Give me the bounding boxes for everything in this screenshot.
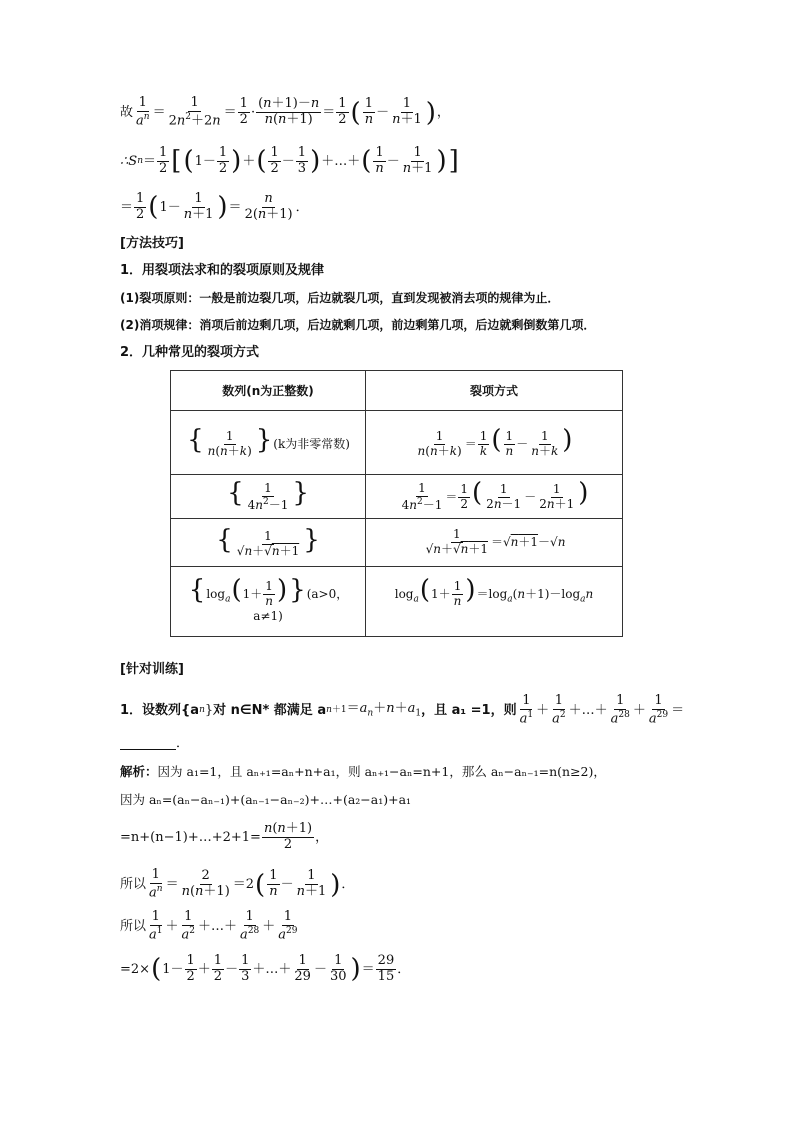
derivation-prefix: 故 (120, 104, 134, 120)
table-header-row (171, 371, 623, 411)
table-row (171, 519, 623, 567)
solution-line-2: 因为 aₙ=(aₙ−aₙ₋₁)+(aₙ₋₁−aₙ₋₂)+…+(a₂−a₁)+a₁ (120, 792, 412, 807)
method-item1-b: (2)消项规律：消项后前边剩几项，后边就剩几项，前边剩第几项，后边就剩倒数第几项． (120, 318, 596, 332)
fraction: $\frac{1}{2}$ (270, 145, 279, 176)
therefore-sum-label: ∴S (120, 153, 138, 169)
fraction: $\frac{1}{3}$ (297, 145, 307, 176)
fraction: $\frac{1}{n}$ (375, 145, 384, 176)
solution-line-1: 解析： 因为 a₁=1，且 aₙ₊₁=aₙ+n+a₁，则 aₙ₊₁−aₙ=n+1，那么 aₙ−aₙ₋₁=n(n≥2)， (120, 764, 606, 779)
question-1: 1．设数列{a n } 对 n∈N* 都满足 a n ＋1 $=a_n+n+a_1$ ，且 a₁ =1，则 $\frac{1}{a^1}$ ＋ $\frac{1}{a^2}$ ＋…＋ $\frac{1}{a^{28}}$ ＋ $\frac{1}{a^{29}}$ ＝ (120, 693, 685, 727)
fraction: $\frac{1}{2}$ (159, 145, 168, 176)
answer-blank[interactable]: ． (120, 736, 189, 752)
training-heading: [针对训练] (120, 662, 184, 677)
table-cell-sequence: { $\frac{1}{√n+√n+1}$ } (171, 519, 366, 567)
method-item1-a: (1)裂项原则：一般是前边裂几项，后边就裂几项，直到发现被消去项的规律为止． (120, 291, 560, 305)
table-cell-sequence: { $\frac{1}{n(n+k)}$ }(k为非零常数) (171, 411, 366, 475)
fraction-result: $\frac{n}{2(n+1)}$ (244, 191, 293, 222)
table-cell-split: $\frac{1}{4n^2-1}$ ＝ $\frac{1}{2}$ ( $\frac{1}{2n-1}$ － $\frac{1}{2n+1}$ ) (366, 475, 623, 519)
row1-note: (k为非零常数) (273, 436, 350, 451)
table-row (171, 567, 623, 637)
table-cell-split: $\frac{1}{√n+√n+1}$ ＝√n＋1－√n (366, 519, 623, 567)
derivation-line-3: ＝ $\frac{1}{2}$ ( 1－ $\frac{1}{n+1}$ ) ＝ $\frac{n}{2(n+1)}$ ． (120, 191, 309, 223)
table-cell-split: $\log_a(1+$ $\frac{1}{n}$ )$=\log_a(n+1)-\log_an$ (366, 567, 623, 637)
solution-line-5: 所以 $\frac{1}{a^1}$ ＋ $\frac{1}{a^2}$ ＋…＋ $\frac{1}{a^{28}}$ ＋ $\frac{1}{a^{29}}$ (120, 909, 298, 943)
solution-line-4: 所以 $\frac{1}{a^n}$ ＝ $\frac{2}{n(n+1)}$ ＝2 ( $\frac{1}{n}$ － $\frac{1}{n+1}$ ) ． (120, 867, 355, 901)
fraction: $\frac{1}{2n^2+2n}$ (168, 95, 221, 129)
table-header-col2: 裂项方式 (366, 371, 623, 411)
table-header-col1: 数列(n为正整数) (171, 371, 366, 411)
fraction: $\frac{1}{n+1}$ (183, 191, 214, 222)
solution-line-3: =n+(n−1)+…+2+1= $\frac{n(n+1)}{2}$ ， (120, 821, 329, 852)
solution-final: =2× ( 1－ $\frac{1}{2}$ ＋ $\frac{1}{2}$ － $\frac{1}{3}$ ＋…＋ $\frac{1}{29}$ － $\frac{1}{30}$ ) ＝ $\frac{29}{15}$ ． (120, 953, 411, 985)
fraction: $\frac{1}{2}$ (239, 96, 248, 128)
method-item1-title: 1．用裂项法求和的裂项原则及规律 (120, 263, 325, 278)
table-cell-sequence: {$\log_a(1+$ $\frac{1}{n}$ )}(a>0，a≠1) (171, 567, 366, 637)
row5-cond: (a>0，a≠1) (253, 587, 349, 623)
method-item2-title: 2．几种常见的裂项方式 (120, 345, 260, 360)
table-row (171, 411, 623, 475)
table-cell-sequence: { $\frac{1}{4n^2-1}$ } (171, 475, 366, 519)
derivation-line-1: 故 $\frac{1}{a^n}$ ＝ $\frac{1}{2n^2+2n}$ ＝ $\frac{1}{2}$ · $\frac{(n+1)-n}{n(n+1)}$ ＝ $\frac{1}{2}$ ( $\frac{1}{n}$ － $\frac{1}{n+1}$ ) ， (120, 95, 450, 129)
fraction: $\frac{1}{n+1}$ (402, 145, 433, 176)
method-heading: [方法技巧] (120, 236, 184, 251)
table-row (171, 475, 623, 519)
fraction: $\frac{1}{n}$ (364, 96, 374, 128)
fraction: $\frac{1}{2}$ (136, 191, 145, 222)
fraction: $\frac{1}{2}$ (218, 145, 228, 176)
derivation-line-2: ∴S n ＝ $\frac{1}{2}$ [ ( 1－ $\frac{1}{2}$ ) ＋ ( $\frac{1}{2}$ － $\frac{1}{3}$ ) ＋…＋ ( $\frac{1}{n}$ － $\frac{1}{n+1}$ ) ] (120, 145, 459, 177)
fraction: $\frac{1}{a^n}$ (136, 95, 150, 129)
table-cell-split: $\frac{1}{n(n+k)}$ ＝ $\frac{1}{k}$ ( $\frac{1}{n}$ － $\frac{1}{n+k}$ ) (366, 411, 623, 475)
fraction: $\frac{1}{n+1}$ (392, 96, 422, 128)
fraction: $\frac{1}{2}$ (338, 96, 347, 128)
fraction: $\frac{(n+1)-n}{n(n+1)}$ (258, 96, 320, 128)
split-term-table (170, 370, 623, 637)
solution-label: 解析： (120, 764, 158, 779)
